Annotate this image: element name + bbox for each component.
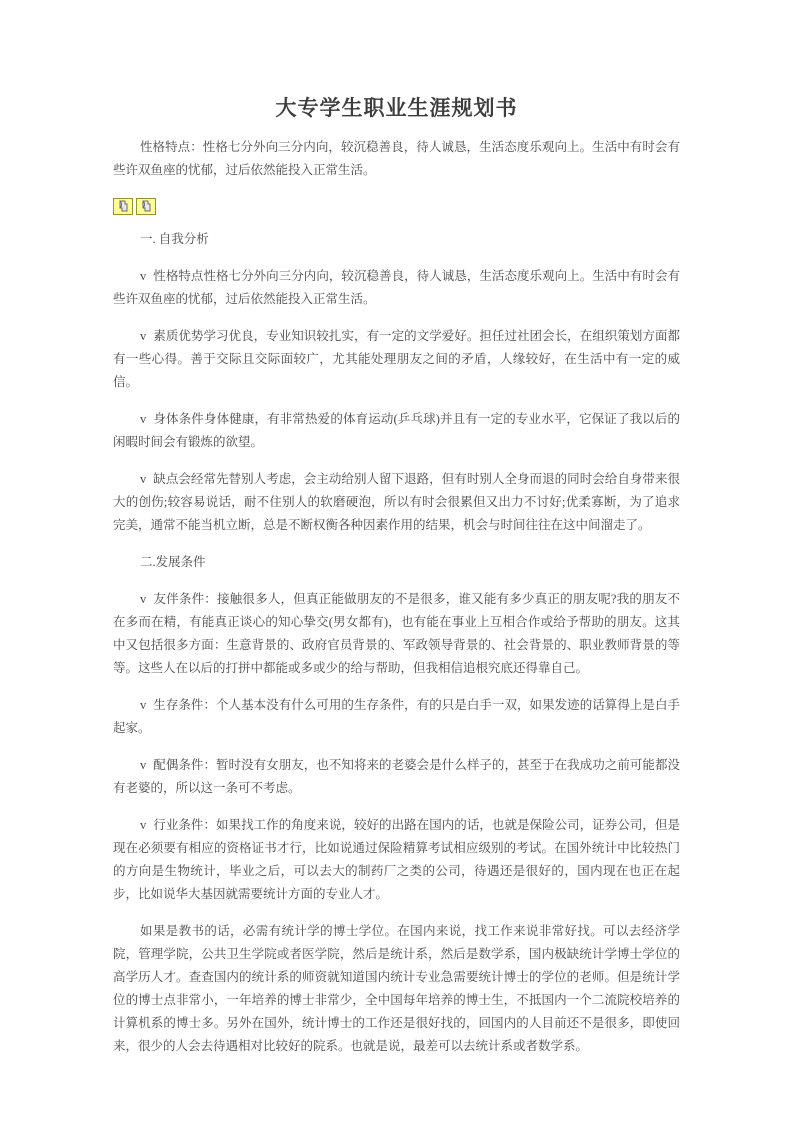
bullet-marker: v <box>140 818 147 832</box>
bullet-paragraph-weakness <box>113 468 680 537</box>
broken-image-icon <box>113 198 133 215</box>
intro-paragraph: 性格特点：性格七分外向三分内向，较沉稳善良，待人诚恳，生活态度乐观向上。生活中有时会有些许双鱼座的忧郁，过后依然能投入正常生活。 <box>113 140 680 177</box>
bullet-paragraph-physical <box>113 408 680 454</box>
bullet-text: 身体条件身体健康，有非常热爱的体育运动(乒乓球)并且有一定的专业水平，它保证了我以后的闲暇时间会有锻炼的欲望。 <box>113 412 680 449</box>
bullet-text: 素质优势学习优良，专业知识较扎实，有一定的文学爱好。担任过社团会长，在组织策划方面都有一些心得。善于交际且交际面较广，尤其能处理朋友之间的矛盾，人缘较好，在生活中有一定的威信。 <box>113 329 680 389</box>
bullet-paragraph-industry <box>113 814 680 906</box>
section-1-heading: 一. 自我分析 <box>140 232 209 246</box>
bullet-marker: v <box>140 472 147 486</box>
bullet-paragraph-survival <box>113 694 680 740</box>
image-placeholder-row <box>113 196 680 215</box>
bullet-marker: v <box>140 698 147 712</box>
bullet-text: 行业条件：如果找工作的角度来说，较好的出路在国内的话，也就是保险公司，证券公司，但是现在必须要有相应的资格证书才行，比如说通过保险精算考试相应级别的考试。在国外统计中比较热门的方向是生物统计，毕业之后，可以去大的制药厂之类的公司，待遇还是很好的，国内现在也正在起步，比如说华大基因就需要统计方面的专业人才。 <box>113 818 680 901</box>
broken-image-icon <box>136 198 156 215</box>
bullet-paragraph-personality <box>113 265 680 311</box>
closing-paragraph: 如果是教书的话，必需有统计学的博士学位。在国内来说，找工作来说非常好找。可以去经济学院，管理学院，公共卫生学院或者医学院，然后是统计系，然后是数学系，国内极缺统计学博士学位的高学历人才。查查国内的统计系的师资就知道国内统计专业急需要统计博士的学位的老师。但是统计学位的博士点非常小，一年培养的博士非常少，全中国每年培养的博士生，不抵国内一个二流院校培养的计算机系的博士多。另外在国外，统计博士的工作还是很好找的，回国内的人目前还不是很多，即使回来，很少的人会去待遇相对比较好的院系。也就是说，最差可以去统计系或者数学系。 <box>113 924 680 1053</box>
section-2-heading: 二.发展条件 <box>140 555 206 569</box>
bullet-marker: v <box>140 758 147 772</box>
bullet-marker: v <box>140 412 147 426</box>
bullet-paragraph-friends <box>113 588 680 680</box>
document-title: 大专学生职业生涯规划书 <box>275 96 518 120</box>
bullet-text: 缺点会经常先替别人考虑，会主动给别人留下退路，但有时别人全身而退的同时会给自身带来很大的创伤;较容易说话，耐不住别人的软磨硬泡，所以有时会很累但又出力不讨好;优柔寡断，为了追求完美，通常不能当机立断，总是不断权衡各种因素作用的结果，机会与时间往往在这中间溜走了。 <box>113 472 680 532</box>
bullet-text: 性格特点性格七分外向三分内向，较沉稳善良，待人诚恳，生活态度乐观向上。生活中有时会有些许双鱼座的忧郁，过后依然能投入正常生活。 <box>113 269 680 306</box>
bullet-paragraph-quality <box>113 325 680 394</box>
bullet-marker: v <box>140 592 147 606</box>
bullet-marker: v <box>140 329 147 343</box>
bullet-text: 生存条件：个人基本没有什么可用的生存条件，有的只是白手一双，如果发迹的话算得上是白手起家。 <box>113 698 680 735</box>
bullet-text: 配偶条件：暂时没有女朋友，也不知将来的老婆会是什么样子的，甚至于在我成功之前可能都没有老婆的，所以这一条可不考虑。 <box>113 758 680 795</box>
bullet-paragraph-spouse <box>113 754 680 800</box>
bullet-text: 友伴条件：接触很多人，但真正能做朋友的不是很多，谁又能有多少真正的朋友呢?我的朋友不在多而在精，有能真正谈心的知心挚交(男女都有)，也有能在事业上互相合作或给予帮助的朋友。这其中又包括很多方面：生意背景的、政府官员背景的、军政领导背景的、社会背景的、职业教师背景的等等。这些人在以后的打拼中都能或多或少的给与帮助，但我相信追根究底还得靠自己。 <box>113 592 680 675</box>
bullet-marker: v <box>140 269 147 283</box>
